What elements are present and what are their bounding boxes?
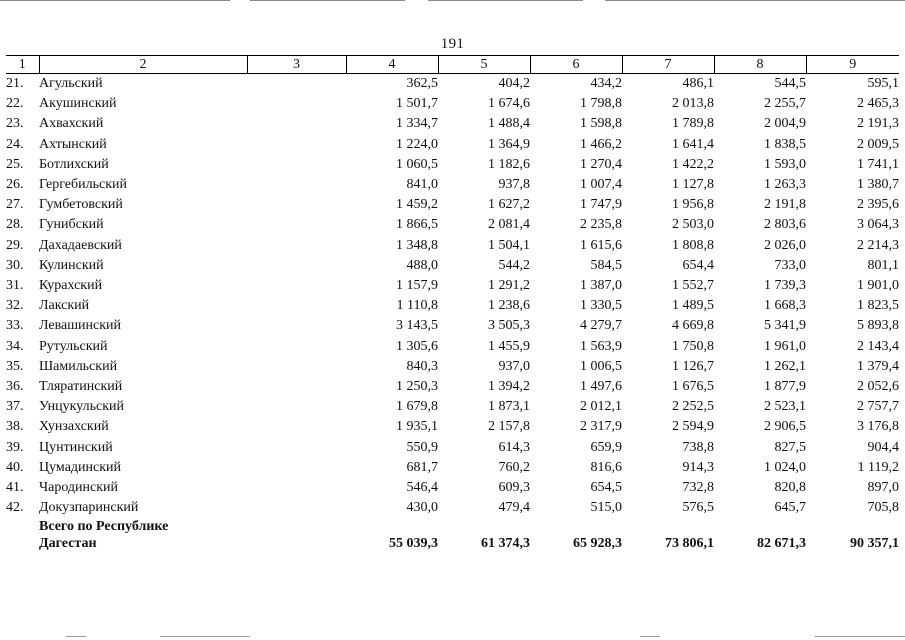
value-cell: 3 143,5: [396, 318, 438, 334]
value-cell: 937,8: [498, 177, 530, 193]
value-cell: 1 489,5: [672, 298, 714, 314]
value-cell: 2 143,4: [857, 338, 899, 354]
value-cell: 1 007,4: [580, 177, 622, 193]
district-name: Ахвахский: [39, 116, 104, 132]
value-cell: 1 110,8: [396, 298, 438, 314]
district-name: Левашинский: [39, 318, 122, 334]
table-row: [6, 478, 899, 498]
column-3-cell: [247, 236, 346, 256]
value-cell: 1 750,8: [672, 338, 714, 354]
row-number: 37.: [6, 399, 24, 415]
table-row: [6, 316, 899, 336]
value-cell: 904,4: [867, 439, 899, 455]
column-header: 6: [530, 56, 622, 74]
value-cell: 897,0: [867, 480, 899, 496]
district-name: Рутульский: [39, 338, 108, 354]
value-cell: 760,2: [498, 459, 530, 475]
table-row: [6, 337, 899, 357]
district-name: Докузпаринский: [39, 500, 139, 516]
table-row: [6, 74, 899, 95]
row-number: 22.: [6, 96, 24, 112]
value-cell: 733,0: [774, 257, 806, 273]
row-number: 23.: [6, 116, 24, 132]
value-cell: 816,6: [590, 459, 622, 475]
value-cell: 1 563,9: [580, 338, 622, 354]
district-name: Тляратинский: [39, 379, 123, 395]
scan-edge-line: [605, 0, 905, 1]
value-cell: 1 823,5: [857, 298, 899, 314]
district-name: Унцукульский: [39, 399, 125, 415]
value-cell: 1 182,6: [488, 156, 530, 172]
row-number: 24.: [6, 136, 24, 152]
value-cell: 654,4: [682, 257, 714, 273]
row-number: 41.: [6, 480, 24, 496]
total-value-cell: 61 374,3: [481, 536, 530, 552]
value-cell: 2 012,1: [580, 399, 622, 415]
row-number: 36.: [6, 379, 24, 395]
value-cell: 1 334,7: [396, 116, 438, 132]
value-cell: 544,2: [498, 257, 530, 273]
total-value-cell: 82 671,3: [757, 536, 806, 552]
total-row: [6, 518, 899, 552]
scan-edge-line: [66, 636, 86, 637]
value-cell: 1 394,2: [488, 379, 530, 395]
column-3-cell: [247, 316, 346, 336]
table-row: [6, 155, 899, 175]
total-label-line1: Всего по Республике: [39, 519, 169, 535]
table-row: [6, 357, 899, 377]
value-cell: 1 956,8: [672, 197, 714, 213]
value-cell: 1 679,8: [396, 399, 438, 415]
scan-edge-line: [428, 0, 583, 1]
value-cell: 914,3: [682, 459, 714, 475]
table-row: [6, 256, 899, 276]
scan-edge-line: [815, 636, 905, 637]
value-cell: 5 893,8: [857, 318, 899, 334]
scan-edge-line: [0, 0, 230, 1]
value-cell: 4 279,7: [580, 318, 622, 334]
value-cell: 2 081,4: [488, 217, 530, 233]
value-cell: 1 455,9: [488, 338, 530, 354]
value-cell: 5 341,9: [764, 318, 806, 334]
column-3-cell: [247, 94, 346, 114]
column-3-cell: [247, 357, 346, 377]
table-body: [6, 74, 899, 553]
row-number: 33.: [6, 318, 24, 334]
table-row: [6, 114, 899, 134]
value-cell: 659,9: [590, 439, 622, 455]
column-header: 9: [806, 56, 899, 74]
row-number: 34.: [6, 338, 24, 354]
row-number: 42.: [6, 500, 24, 516]
table-row: [6, 135, 899, 155]
column-3-cell: [247, 256, 346, 276]
district-name: Ахтынский: [39, 136, 107, 152]
value-cell: 1 006,5: [580, 358, 622, 374]
column-3-cell: [247, 438, 346, 458]
value-cell: 1 668,3: [764, 298, 806, 314]
value-cell: 1 593,0: [764, 156, 806, 172]
value-cell: 1 501,7: [396, 96, 438, 112]
district-name: Агульский: [39, 76, 103, 91]
value-cell: 1 497,6: [580, 379, 622, 395]
value-cell: 1 674,6: [488, 96, 530, 112]
value-cell: 1 422,2: [672, 156, 714, 172]
column-header: 5: [438, 56, 530, 74]
row-number: 35.: [6, 358, 24, 374]
row-number: 27.: [6, 197, 24, 213]
table-row: [6, 94, 899, 114]
table-row: [6, 377, 899, 397]
statistics-table: [6, 55, 899, 552]
value-cell: 404,2: [498, 76, 530, 91]
value-cell: 2 317,9: [580, 419, 622, 435]
row-number: [6, 518, 39, 552]
scan-edge-line: [160, 636, 250, 637]
district-name: Хунзахский: [39, 419, 109, 435]
value-cell: 2 465,3: [857, 96, 899, 112]
district-name: Цумадинский: [39, 459, 122, 475]
row-number: 32.: [6, 298, 24, 314]
value-cell: 544,5: [774, 76, 806, 91]
value-cell: 609,3: [498, 480, 530, 496]
value-cell: 1 808,8: [672, 237, 714, 253]
table-row: [6, 417, 899, 437]
row-number: 26.: [6, 177, 24, 193]
district-name: Курахский: [39, 278, 103, 294]
value-cell: 2 214,3: [857, 237, 899, 253]
value-cell: 738,8: [682, 439, 714, 455]
value-cell: 1 961,0: [764, 338, 806, 354]
value-cell: 1 789,8: [672, 116, 714, 132]
district-name: Гергебильский: [39, 177, 127, 193]
value-cell: 2 255,7: [764, 96, 806, 112]
column-3-cell: [247, 175, 346, 195]
value-cell: 732,8: [682, 480, 714, 496]
value-cell: 1 676,5: [672, 379, 714, 395]
value-cell: 1 387,0: [580, 278, 622, 294]
total-value-cell: 73 806,1: [665, 536, 714, 552]
value-cell: 2 395,6: [857, 197, 899, 213]
column-number-row: [6, 56, 899, 74]
value-cell: 654,5: [590, 480, 622, 496]
value-cell: 2 191,3: [857, 116, 899, 132]
value-cell: 1 262,1: [764, 358, 806, 374]
value-cell: 434,2: [590, 76, 622, 91]
value-cell: 1 877,9: [764, 379, 806, 395]
value-cell: 1 305,6: [396, 338, 438, 354]
row-number: 38.: [6, 419, 24, 435]
column-header: 1: [6, 56, 39, 74]
value-cell: 1 348,8: [396, 237, 438, 253]
row-number: 21.: [6, 76, 24, 91]
table-row: [6, 397, 899, 417]
row-number: 40.: [6, 459, 24, 475]
value-cell: 1 615,6: [580, 237, 622, 253]
column-3-cell: [247, 74, 346, 95]
row-number: 30.: [6, 257, 24, 273]
value-cell: 1 741,1: [857, 156, 899, 172]
value-cell: 841,0: [406, 177, 438, 193]
value-cell: 1 364,9: [488, 136, 530, 152]
value-cell: 1 598,8: [580, 116, 622, 132]
value-cell: 1 641,4: [672, 136, 714, 152]
value-cell: 1 127,8: [672, 177, 714, 193]
page-number: 191: [440, 36, 465, 52]
value-cell: 1 466,2: [580, 136, 622, 152]
value-cell: 1 739,3: [764, 278, 806, 294]
value-cell: 2 503,0: [672, 217, 714, 233]
value-cell: 1 024,0: [764, 459, 806, 475]
value-cell: 488,0: [406, 257, 438, 273]
value-cell: 705,8: [867, 500, 899, 516]
value-cell: 2 052,6: [857, 379, 899, 395]
value-cell: 2 157,8: [488, 419, 530, 435]
value-cell: 827,5: [774, 439, 806, 455]
value-cell: 2 026,0: [764, 237, 806, 253]
value-cell: 1 119,2: [857, 459, 899, 475]
district-name: Акушинский: [39, 96, 117, 112]
value-cell: 2 803,6: [764, 217, 806, 233]
district-name: Гунибский: [39, 217, 104, 233]
value-cell: 1 291,2: [488, 278, 530, 294]
value-cell: 681,7: [406, 459, 438, 475]
value-cell: 1 459,2: [396, 197, 438, 213]
column-header: 4: [346, 56, 438, 74]
value-cell: 1 935,1: [396, 419, 438, 435]
value-cell: 3 176,8: [857, 419, 899, 435]
column-header: 7: [622, 56, 714, 74]
value-cell: 2 252,5: [672, 399, 714, 415]
value-cell: 1 798,8: [580, 96, 622, 112]
total-label-line2: Дагестан: [39, 536, 97, 552]
district-name: Дахадаевский: [39, 237, 122, 253]
value-cell: 1 838,5: [764, 136, 806, 152]
value-cell: 614,3: [498, 439, 530, 455]
district-name: Ботлихский: [39, 156, 109, 172]
value-cell: 1 250,3: [396, 379, 438, 395]
column-3-cell: [247, 337, 346, 357]
column-3-cell: [247, 518, 346, 552]
value-cell: 1 060,5: [396, 156, 438, 172]
value-cell: 2 906,5: [764, 419, 806, 435]
value-cell: 4 669,8: [672, 318, 714, 334]
row-number: 28.: [6, 217, 24, 233]
table-row: [6, 498, 899, 518]
table-row: [6, 438, 899, 458]
value-cell: 1 627,2: [488, 197, 530, 213]
column-header: 3: [247, 56, 346, 74]
value-cell: 1 488,4: [488, 116, 530, 132]
column-3-cell: [247, 215, 346, 235]
value-cell: 1 380,7: [857, 177, 899, 193]
column-3-cell: [247, 195, 346, 215]
column-header: 2: [39, 56, 247, 74]
value-cell: 2 004,9: [764, 116, 806, 132]
scan-edge-line: [250, 0, 405, 1]
value-cell: 1 263,3: [764, 177, 806, 193]
value-cell: 2 235,8: [580, 217, 622, 233]
value-cell: 1 552,7: [672, 278, 714, 294]
row-number: 39.: [6, 439, 24, 455]
district-name: Чародинский: [39, 480, 119, 496]
row-number: 31.: [6, 278, 24, 294]
value-cell: 937,0: [498, 358, 530, 374]
value-cell: 1 330,5: [580, 298, 622, 314]
district-name: Гумбетовский: [39, 197, 123, 213]
value-cell: 2 757,7: [857, 399, 899, 415]
value-cell: 801,1: [867, 257, 899, 273]
value-cell: 840,3: [406, 358, 438, 374]
column-3-cell: [247, 478, 346, 498]
column-header: 8: [714, 56, 806, 74]
value-cell: 1 873,1: [488, 399, 530, 415]
value-cell: 2 013,8: [672, 96, 714, 112]
column-3-cell: [247, 377, 346, 397]
value-cell: 1 747,9: [580, 197, 622, 213]
row-number: 25.: [6, 156, 24, 172]
value-cell: 1 901,0: [857, 278, 899, 294]
column-3-cell: [247, 114, 346, 134]
value-cell: 3 505,3: [488, 318, 530, 334]
table-row: [6, 276, 899, 296]
table-row: [6, 236, 899, 256]
value-cell: 1 224,0: [396, 136, 438, 152]
column-3-cell: [247, 458, 346, 478]
total-label: [39, 518, 247, 552]
total-value-cell: 55 039,3: [389, 536, 438, 552]
value-cell: 430,0: [406, 500, 438, 516]
value-cell: 1 270,4: [580, 156, 622, 172]
value-cell: 1 504,1: [488, 237, 530, 253]
total-value-cell: 90 357,1: [850, 536, 899, 552]
value-cell: 362,5: [406, 76, 438, 91]
column-3-cell: [247, 135, 346, 155]
table-row: [6, 458, 899, 478]
column-3-cell: [247, 397, 346, 417]
value-cell: 1 126,7: [672, 358, 714, 374]
table-row: [6, 296, 899, 316]
column-3-cell: [247, 296, 346, 316]
value-cell: 2 191,8: [764, 197, 806, 213]
row-number: 29.: [6, 237, 24, 253]
district-name: Кулинский: [39, 257, 104, 273]
value-cell: 1 866,5: [396, 217, 438, 233]
table-row: [6, 175, 899, 195]
value-cell: 479,4: [498, 500, 530, 516]
district-name: Цунтинский: [39, 439, 113, 455]
value-cell: 1 157,9: [396, 278, 438, 294]
value-cell: 546,4: [406, 480, 438, 496]
value-cell: 645,7: [774, 500, 806, 516]
value-cell: 515,0: [590, 500, 622, 516]
scan-edge-line: [640, 636, 660, 637]
value-cell: 3 064,3: [857, 217, 899, 233]
table-row: [6, 195, 899, 215]
column-3-cell: [247, 417, 346, 437]
value-cell: 584,5: [590, 257, 622, 273]
value-cell: 486,1: [682, 76, 714, 91]
value-cell: 2 523,1: [764, 399, 806, 415]
value-cell: 820,8: [774, 480, 806, 496]
column-3-cell: [247, 155, 346, 175]
total-value-cell: 65 928,3: [573, 536, 622, 552]
column-3-cell: [247, 498, 346, 518]
district-name: Шамильский: [39, 358, 118, 374]
column-3-cell: [247, 276, 346, 296]
value-cell: 576,5: [682, 500, 714, 516]
value-cell: 1 238,6: [488, 298, 530, 314]
value-cell: 550,9: [406, 439, 438, 455]
value-cell: 2 009,5: [857, 136, 899, 152]
table-row: [6, 215, 899, 235]
value-cell: 2 594,9: [672, 419, 714, 435]
value-cell: 595,1: [867, 76, 899, 91]
value-cell: 1 379,4: [857, 358, 899, 374]
district-name: Лакский: [39, 298, 90, 314]
